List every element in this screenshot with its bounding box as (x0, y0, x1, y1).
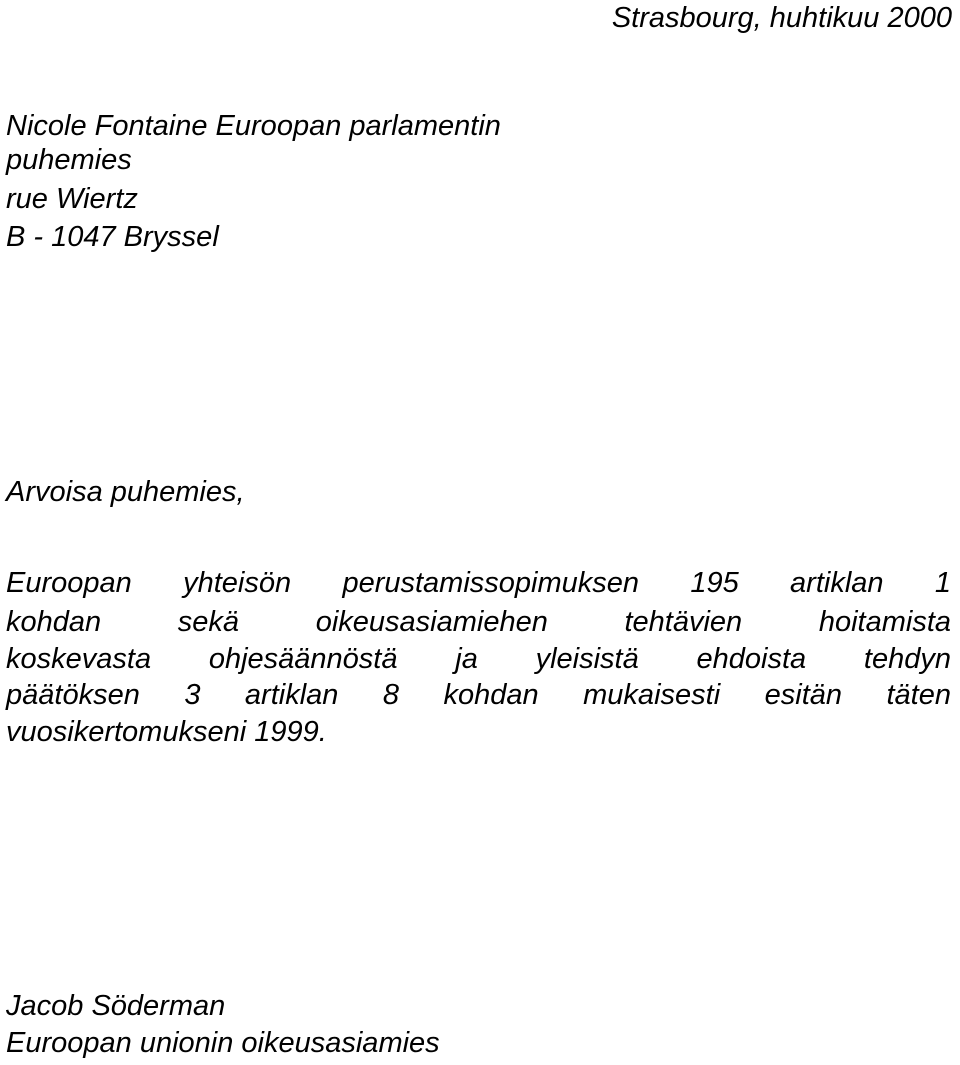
body-line-5: vuosikertomukseni 1999. (6, 716, 327, 748)
dateline: Strasbourg, huhtikuu 2000 (611, 2, 952, 34)
recipient-line-3: rue Wiertz (6, 183, 138, 215)
body-line-1: Euroopan yhteisön perustamissopimuksen 195 artiklan 1 (6, 567, 951, 599)
salutation: Arvoisa puhemies, (6, 476, 245, 508)
body-line-3: koskevasta ohjesäännöstä ja yleisistä ehdoista tehdyn (6, 643, 951, 675)
signature-title: Euroopan unionin oikeusasiamies (6, 1027, 440, 1059)
recipient-line-4: B - 1047 Bryssel (6, 221, 219, 253)
body-line-4: päätöksen 3 artiklan 8 kohdan mukaisesti esitän täten (6, 679, 951, 711)
recipient-line-2: puhemies (6, 144, 132, 176)
body-line-2: kohdan sekä oikeusasiamiehen tehtävien hoitamista (6, 606, 951, 638)
recipient-line-1: Nicole Fontaine Euroopan parlamentin (6, 110, 501, 142)
signature-name: Jacob Söderman (6, 990, 226, 1022)
